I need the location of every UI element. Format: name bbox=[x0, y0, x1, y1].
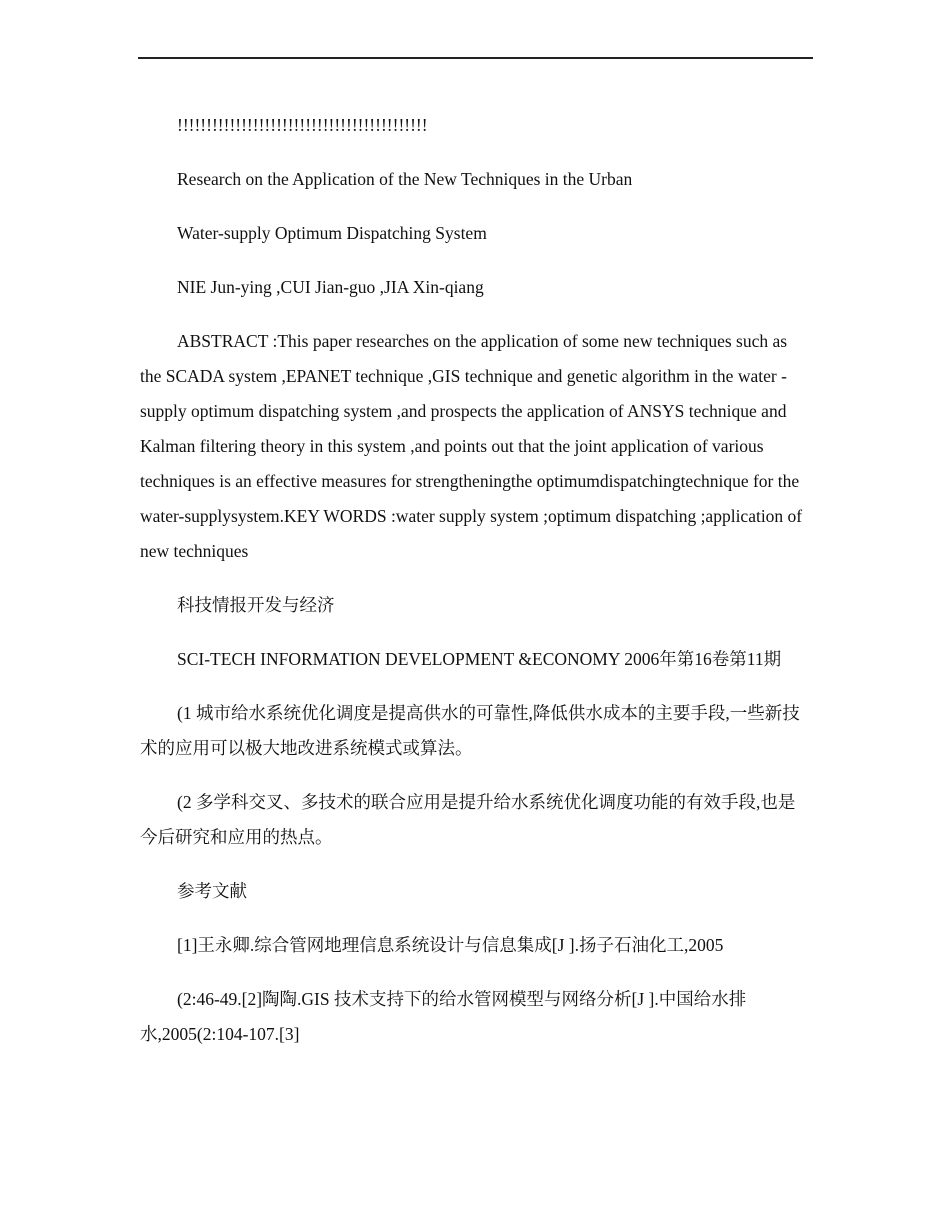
reference-1: [1]王永卿.综合管网地理信息系统设计与信息集成[J ].扬子石油化工,2005 bbox=[177, 935, 724, 955]
reference-2: (2:46-49.[2]陶陶.GIS 技术支持下的给水管网模型与网络分析[J ].中国给水排水,2005(2:104-107.[3] bbox=[140, 989, 747, 1044]
conclusion-1: (1 城市给水系统优化调度是提高供水的可靠性,降低供水成本的主要手段,一些新技术的应用可以极大地改进系统模式或算法。 bbox=[140, 703, 800, 758]
english-title-line-1: Research on the Application of the New Techniques in the Urban bbox=[177, 169, 633, 189]
journal-name-cn: 科技情报开发与经济 bbox=[177, 595, 335, 615]
authors: NIE Jun-ying ,CUI Jian-guo ,JIA Xin-qiang bbox=[177, 277, 484, 297]
separator-marks: !!!!!!!!!!!!!!!!!!!!!!!!!!!!!!!!!!!!!!!!!!! bbox=[177, 115, 428, 135]
document-body bbox=[140, 108, 810, 1071]
journal-name-en: SCI-TECH INFORMATION DEVELOPMENT &ECONOMY 2006年第16卷第11期 bbox=[177, 649, 782, 669]
references-heading: 参考文献 bbox=[177, 881, 247, 901]
header-rule bbox=[138, 57, 813, 59]
english-title-line-2: Water-supply Optimum Dispatching System bbox=[177, 223, 487, 243]
conclusion-2: (2 多学科交叉、多技术的联合应用是提升给水系统优化调度功能的有效手段,也是今后研究和应用的热点。 bbox=[140, 792, 796, 847]
abstract: ABSTRACT :This paper researches on the application of some new techniques such as the SCADA system ,EPANET technique ,GIS technique and genetic algorithm in the water -supply optimum dispatching system ,and prospects the application of ANSYS technique and Kalman filtering theory in this system ,and points out that the joint application of various techniques is an effective measures for strengtheningthe optimumdispatchingtechnique for the water-supplysystem.KEY WORDS :water supply system ;optimum dispatching ;application of new techniques bbox=[140, 331, 803, 561]
